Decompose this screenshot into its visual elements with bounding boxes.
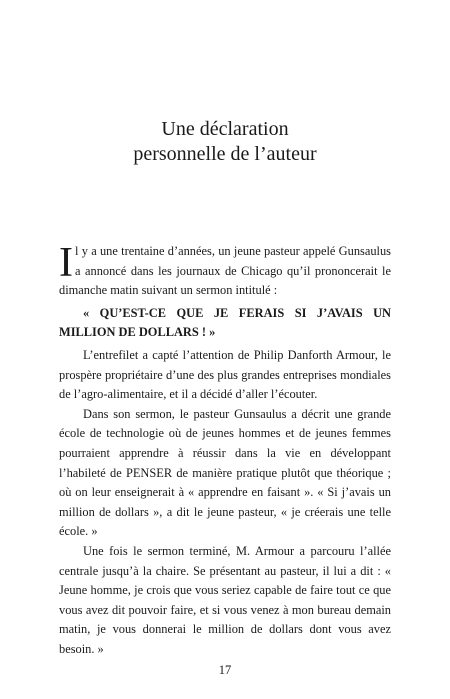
paragraph-1-text: l y a une trentaine d’années, un jeune pasteur appelé Gunsaulus a annoncé dans les journaux de Chicago qu’il prononcerait le dimanche matin suivant un sermon intitulé :: [59, 244, 391, 298]
chapter-title-line-2: personnelle de l’auteur: [133, 143, 317, 165]
sermon-title-paragraph: « QU’EST-CE QUE JE FERAIS SI J’AVAIS UN MILLION DE DOLLARS ! »: [59, 305, 391, 340]
chapter-title-line-1: Une déclaration: [161, 118, 289, 140]
chapter-title: [0, 117, 450, 167]
drop-cap: I: [59, 240, 73, 286]
paragraph-4: Dans son sermon, le pasteur Gunsaulus a décrit une grande école de technologie où de jeunes hommes et de jeunes femmes pourraient apprendre à réussir dans la vie en développant l’habileté de PENSER de manière pratique plutôt que théorique ; où on leur enseignerait à « apprendre en faisant ». « Si j’avais un million de dollars », a dit le jeune pasteur, « je créerais une telle école. »: [59, 406, 391, 539]
page-number: 17: [218, 663, 232, 677]
paragraph-1: [59, 242, 391, 301]
chapter-body: [59, 242, 391, 659]
paragraph-5: Une fois le sermon terminé, M. Armour a parcouru l’allée centrale jusqu’à la chaire. Se présentant au pasteur, il lui a dit : « Jeune homme, je crois que vous seriez capable de faire tout ce que vous avez dit pouvoir faire, et si vous venez à mon bureau demain matin, je vous donnerai le million de dollars dont vous avez besoin. »: [59, 543, 391, 656]
paragraph-3: L’entrefilet a capté l’attention de Philip Danforth Armour, le prospère propriétaire d’une des plus grandes entreprises mondiales de l’agro-alimentaire, et il a décidé d’aller l’écouter.: [59, 347, 391, 402]
